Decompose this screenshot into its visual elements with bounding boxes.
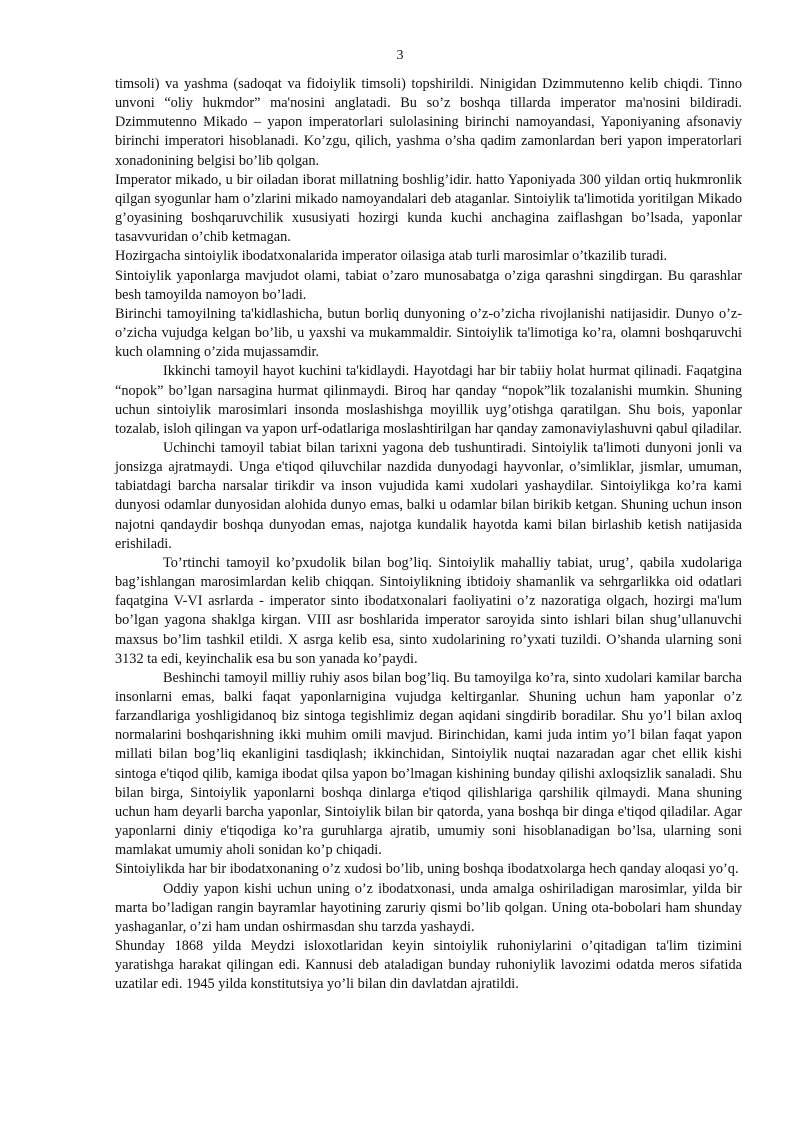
paragraph: Beshinchi tamoyil milliy ruhiy asos bilan bog’liq. Bu tamoyilga ko’ra, sinto xudolari kamilar barcha insonlarni emas, balki faqat yaponlarnigina vujudga keltirganlar. Shuning uchun ham yaponlar o’z farzandlariga yoshligidanoq biz sintoga tegishlimiz degan aqidani singdirib boradilar. Shu yo’l bilan axloq normalarini boshqarishning ikki muhim omili mavjud. Birinchidan, kami juda intim yo’l bilan faqat yapon millati bilan bog’liq ekanligini tasdiqlash; ikkinchidan, Sintoiylik nuqtai nazaradan agar chet ellik kishi sintoga e'tiqod qilib, kamiga ibodat qilsa yapon bo’lmagan kishining bunday qilishi axloqsizlik sanaladi. Shu bilan birga, Sintoiylik yaponlarni boshqa dinlarga e'tiqod qilishlariga qarshilik qilmaydi. Mana shuning uchun ham deyarli barcha yaponlar, Sintoiylik bilan bir qatorda, yana boshqa bir dinga e'tiqod qiladilar. Agar yaponlarni diniy e'tiqodiga ko’ra guruhlarga ajratib, umumiy soni hisoblanadigan bo’lsa, ularning soni mamlakat umumiy aholi sonidan ko’p chiqadi. bbox=[115, 669, 742, 859]
paragraph: Hozirgacha sintoiylik ibodatxonalarida imperator oilasiga atab turli marosimlar o’tkazilib turadi. bbox=[115, 248, 668, 265]
paragraph: timsoli) va yashma (sadoqat va fidoiylik timsoli) topshirildi. Ninigidan Dzimmutenno kelib chiqdi. Tinno unvoni “oliy hukmdor” ma'nosini anglatadi. Bu so’z boshqa tillarda imperator ma'nosini bildiradi. Dzimmutenno Mikado – yapon imperatorlari sulolasining birinchi namoyandasi, Yaponiyaning afsonaviy birinchi imperatori hisoblanadi. Ko’zgu, qilich, yashma o’sha qadim zamonlardan beri yapon imperatorlari xonadonining belgisi bo’lib qolgan. bbox=[115, 76, 742, 169]
paragraph: Imperator mikado, u bir oiladan iborat millatning boshlig’idir. hatto Yaponiyada 300 yildan ortiq hukmronlik qilgan syogunlar ham o’zlarini mikado namoyandalari deb ataganlar. Sintoiylik ta'limotida yoritilgan Mikado g’oyasining boshqaruvchilik xususiyati hozirgi kunda kuchi anchagina zaiflashgan bo’lsada, yaponlar tasavvuridan o’chib ketmagan. bbox=[115, 171, 742, 246]
paragraph: Ikkinchi tamoyil hayot kuchini ta'kidlaydi. Hayotdagi har bir tabiiy holat hurmat qilinadi. Faqatgina “nopok” bo’lgan narsagina hurmat qilinmaydi. Biroq har qanday “nopok”lik tozalanishi mumkin. Shuning uchun sintoiylik marosimlari insonda moslashishga moyillik uyg’otishga qaratilgan. Shu bois, yaponlar tozalab, isloh qilingan va yapon urf-odatlariga moslashtirilgan har qanday zamonaviylashuvni qabul qiladilar. bbox=[115, 363, 742, 437]
page-number: 3 bbox=[396, 48, 404, 63]
paragraph: Shunday 1868 yilda Meydzi isloxotlaridan keyin sintoiylik ruhoniylarini o’qitadigan ta'lim tizimini yaratishga harakat qilingan edi. Kannusi deb ataladigan bunday ruhoniylik lavozimi odatda meros sifatida uzatilar edi. 1945 yilda konstitutsiya yo’li bilan din davlatdan ajratildi. bbox=[115, 938, 742, 993]
paragraph: Birinchi tamoyilning ta'kidlashicha, butun borliq dunyoning o’z-o’zicha rivojlanishi natijasidir. Dunyo o’z-o’zicha vujudga kelgan bo’lib, u yaxshi va mukammaldir. Sintoiylik ta'limotiga ko’ra, olamni boshqaruvchi kuch olamning o’zida mujassamdir. bbox=[115, 305, 742, 361]
paragraph: Sintoiylik yaponlarga mavjudot olami, tabiat o’zaro munosabatga o’ziga qarashni singdirgan. Bu qarashlar besh tamoyilda namoyon bo’ladi. bbox=[115, 267, 742, 303]
paragraph: To’rtinchi tamoyil ko’pxudolik bilan bog’liq. Sintoiylik mahalliy tabiat, urug’, qabila xudolariga bag’ishlangan marosimlardan kelib chiqqan. Sintoiylikning ibtidoiy shamanlik va sehrgarlikka oid odatlari faqatgina V-VI asrlarda - imperator sinto ibodatxonalari faoliyatini o’z nazoratiga olgach, hozirgi ma'lum bo’lgan yagona shaklga kirgan. VIII asr boshlarida imperator saroyida sinto ishlari bilan shug’ullanuvchi maxsus bo’lim tashkil etildi. X asrga kelib esa, sinto xudolarining ro’yxati tuzildi. O’shanda ularning soni 3132 ta edi, keyinchalik esa bu son yanada ko’paydi. bbox=[115, 554, 742, 667]
paragraph: Oddiy yapon kishi uchun uning o’z ibodatxonasi, unda amalga oshiriladigan marosimlar, yilda bir marta bo’ladigan rangin bayramlar hayotining zaruriy qismi bo’lib qolgan. Uning ota-bobolari ham shunday yashaganlar, o’zi ham undan oshirmasdan shu tarzda yashaydi. bbox=[115, 880, 742, 935]
paragraph: Sintoiylikda har bir ibodatxonaning o’z xudosi bo’lib, uning boshqa ibodatxolarga hech qanday aloqasi yo’q. bbox=[115, 861, 739, 878]
body-text bbox=[115, 75, 742, 995]
paragraph: Uchinchi tamoyil tabiat bilan tarixni yagona deb tushuntiradi. Sintoiylik ta'limoti dunyoni jonli va jonsizga ajratmaydi. Unga e'tiqod qiluvchilar nazdida dunyodagi hayvonlar, o’simliklar, jismlar, umuman, tabiatdagi barcha narsalar tirikdir va inson vujudida kami xudolari yashaydilar. Sintoiylikga ko’ra kami dunyosi odamlar dunyosidan alohida dunyo emas, balki u odamlar bilan birikib ketgan. Shuning uchun inson najotni qandaydir boshqa dunyodan emas, najotga kundalik hayotda kami bilan birlashib ketish natijasida erishiladi. bbox=[115, 439, 742, 552]
